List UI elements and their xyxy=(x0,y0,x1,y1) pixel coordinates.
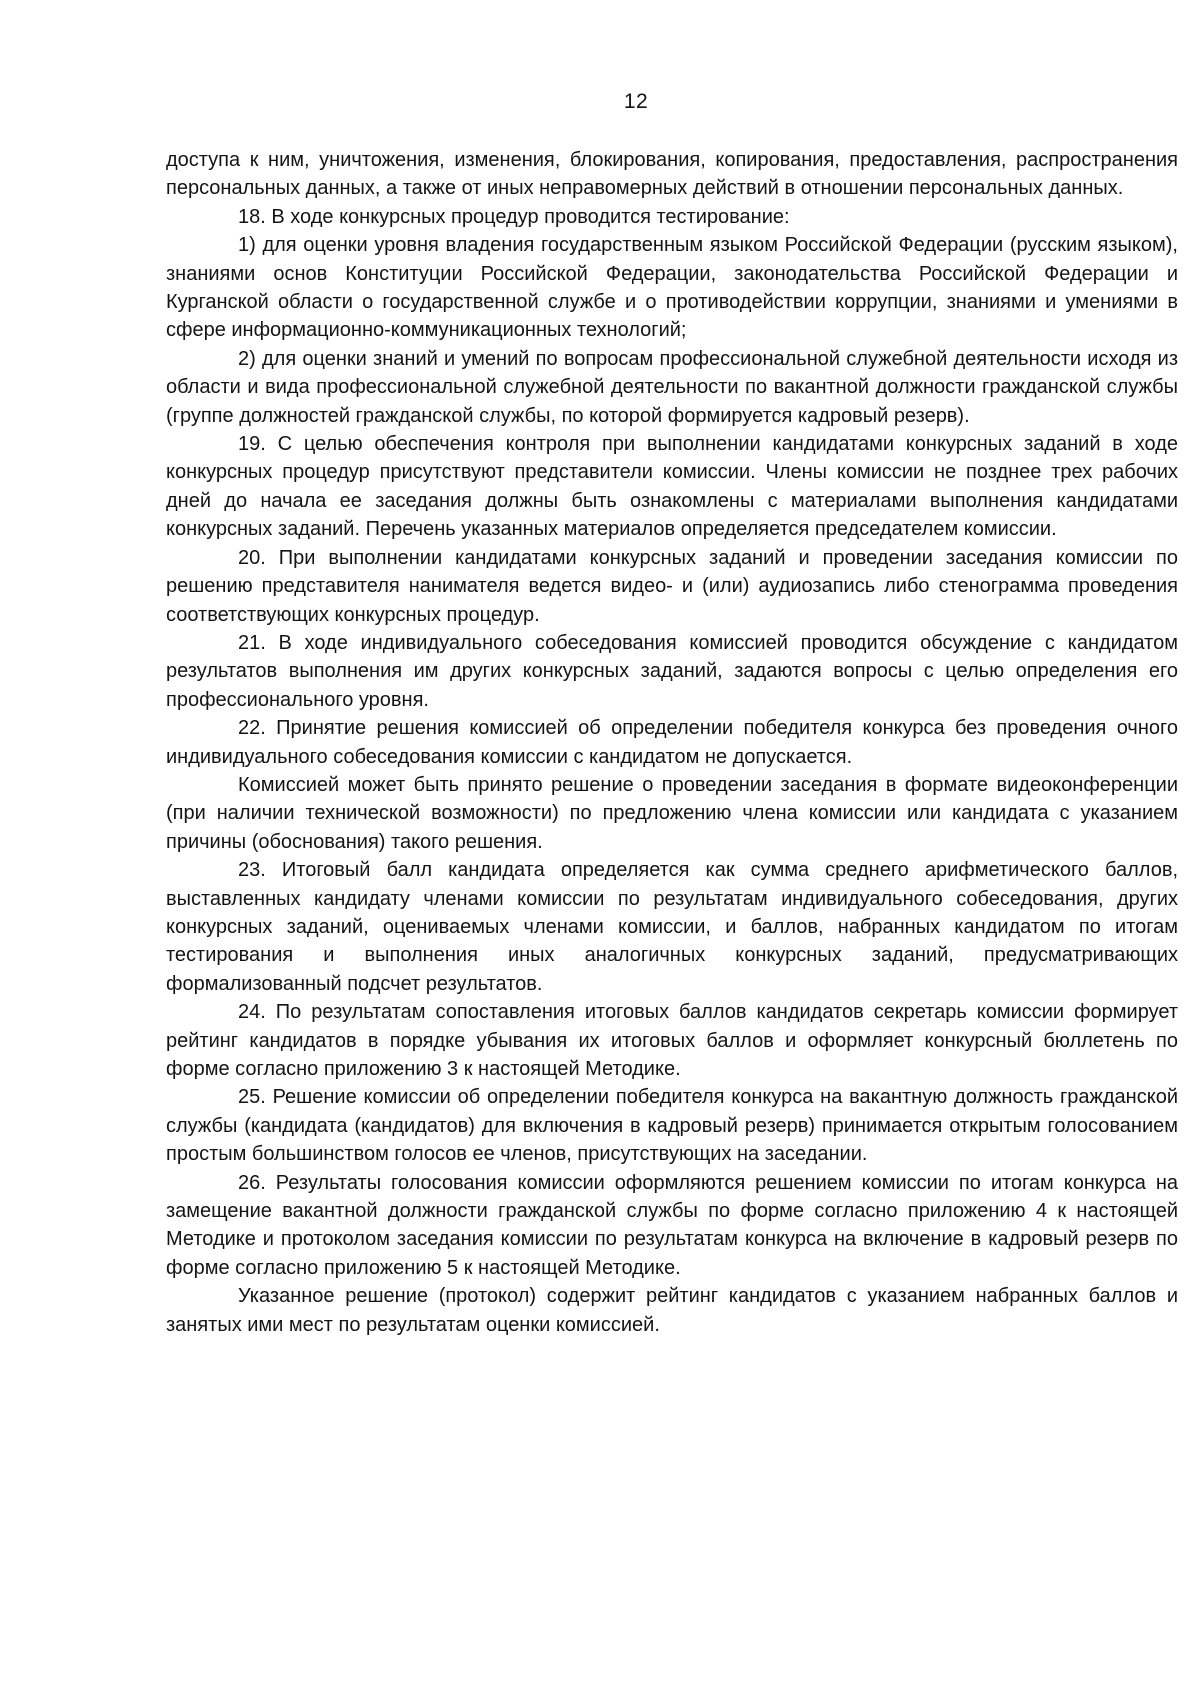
paragraph-18: 18. В ходе конкурсных процедур проводится тестирование: xyxy=(238,205,790,228)
document-body xyxy=(166,146,1178,1339)
paragraph-22-note: Комиссией может быть принято решение о проведении заседания в формате видеоконференции (при наличии технической возможности) по предложению члена комиссии или кандидата с указанием причины (обоснования) такого решения. xyxy=(166,773,1178,853)
paragraph-26: 26. Результаты голосования комиссии оформляются решением комиссии по итогам конкурса на замещение вакантной должности гражданской службы по форме согласно приложению 4 к настоящей Методике и протоколом заседания комиссии по результатам конкурса на включение в кадровый резерв по форме согласно приложению 5 к настоящей Методике. xyxy=(166,1171,1178,1279)
page-number: 12 xyxy=(623,90,649,113)
paragraph-22: 22. Принятие решения комиссией об определении победителя конкурса без проведения очного индивидуального собеседования комиссии с кандидатом не допускается. xyxy=(166,717,1178,768)
paragraph-23: 23. Итоговый балл кандидата определяется как сумма среднего арифметического баллов, выставленных кандидату членами комиссии по результатам индивидуального собеседования, других конкурсных заданий, оцениваемых членами комиссии, и баллов, набранных кандидатом по итогам тестирования и выполнения иных аналогичных конкурсных заданий, предусматривающих формализованный подсчет результатов. xyxy=(166,859,1178,995)
paragraph-21: 21. В ходе индивидуального собеседования комиссией проводится обсуждение с кандидатом результатов выполнения им других конкурсных заданий, задаются вопросы с целью определения его профессионального уровня. xyxy=(166,631,1178,711)
paragraph-18-item-1: 1) для оценки уровня владения государственным языком Российской Федерации (русским языком), знаниями основ Конституции Российской Федерации, законодательства Российской Федерации и Курганской области о государственной службе и о противодействии коррупции, знаниями и умениями в сфере информационно-коммуникационных технологий; xyxy=(166,234,1178,342)
paragraph-19: 19. С целью обеспечения контроля при выполнении кандидатами конкурсных заданий в ходе конкурсных процедур присутствуют представители комиссии. Члены комиссии не позднее трех рабочих дней до начала ее заседания должны быть ознакомлены с материалами выполнения кандидатами конкурсных заданий. Перечень указанных материалов определяется председателем комиссии. xyxy=(166,433,1178,541)
paragraph-24: 24. По результатам сопоставления итоговых баллов кандидатов секретарь комиссии формирует рейтинг кандидатов в порядке убывания их итоговых баллов и оформляет конкурсный бюллетень по форме согласно приложению 3 к настоящей Методике. xyxy=(166,1001,1178,1080)
paragraph-25: 25. Решение комиссии об определении победителя конкурса на вакантную должность гражданской службы (кандидата (кандидатов) для включения в кадровый резерв) принимается открытым голосованием простым большинством голосов ее членов, присутствующих на заседании. xyxy=(166,1086,1178,1166)
paragraph-18-item-2: 2) для оценки знаний и умений по вопросам профессиональной служебной деятельности исходя из области и вида профессиональной служебной деятельности по вакантной должности гражданской службы (группе должностей гражданской службы, по которой формируется кадровый резерв). xyxy=(166,347,1178,427)
paragraph-26-note: Указанное решение (протокол) содержит рейтинг кандидатов с указанием набранных баллов и занятых ими мест по результатам оценки комиссией. xyxy=(166,1285,1178,1336)
paragraph-continuation: доступа к ним, уничтожения, изменения, блокирования, копирования, предоставления, распространения персональных данных, а также от иных неправомерных действий в отношении персональных данных. xyxy=(166,149,1178,200)
paragraph-20: 20. При выполнении кандидатами конкурсных заданий и проведении заседания комиссии по решению представителя нанимателя ведется видео- и (или) аудиозапись либо стенограмма проведения соответствующих конкурсных процедур. xyxy=(166,546,1178,626)
